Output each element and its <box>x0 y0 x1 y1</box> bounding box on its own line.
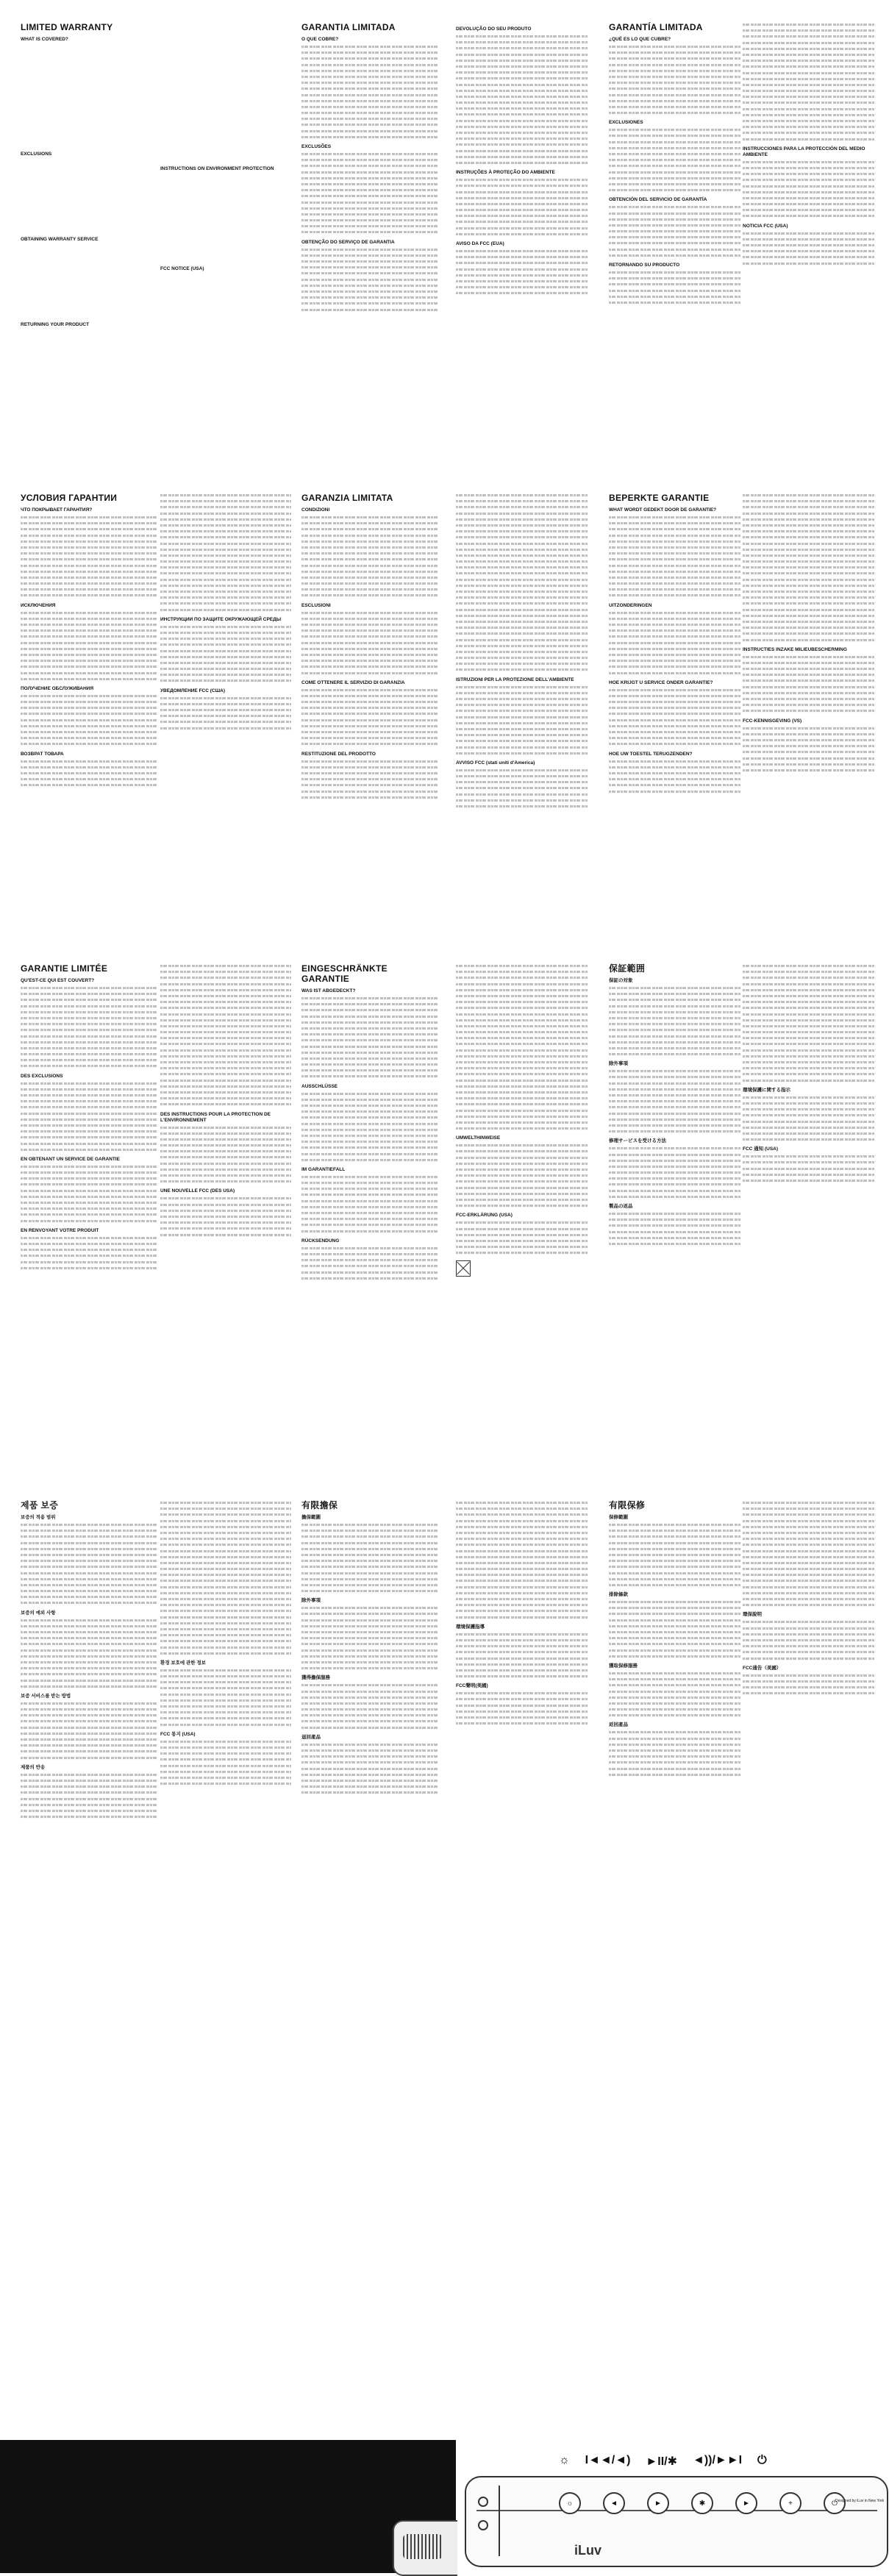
head-cn-2: 排除條款 <box>609 1592 628 1598</box>
col-fr-env <box>160 963 291 1238</box>
brand-logo: iLuv <box>574 2543 602 2558</box>
head-fr-5: DES INSTRUCTIONS POUR LA PROTECTION DE L'ENVIRONNEMENT <box>160 1111 271 1123</box>
warranty-band-ru-it-nl <box>0 471 889 927</box>
head-jp-3: 修理サービスを受ける方法 <box>609 1138 666 1144</box>
head-cn-3: 獲取保修服務 <box>609 1663 638 1669</box>
head-kr-1: 보증의 적용 범위 <box>21 1515 56 1520</box>
head-ru-3: ПОЛУЧЕНИЕ ОБСЛУЖИВАНИЯ <box>21 685 94 691</box>
design-badge: Designed by iLuv in New York <box>835 2499 885 2503</box>
col-tw-env <box>456 1500 588 1727</box>
head-fr-1: QU'EST-CE QUI EST COUVERT? <box>21 978 95 983</box>
col-ru-warranty <box>21 493 157 789</box>
light-button: ☼ <box>559 2492 581 2514</box>
prev-voldown-icon: I◄◄/◄) <box>585 2454 631 2466</box>
col-cn-warranty <box>609 1500 741 1778</box>
head-exclusions: EXCLUSIONS <box>21 151 52 157</box>
head-kr-3: 보증 서비스를 받는 방법 <box>21 1693 71 1699</box>
title-de: EINGESCHRÄNKTE GARANTIE <box>301 963 388 984</box>
head-jp-2: 除外事項 <box>609 1061 628 1067</box>
head-nl-3: HOE KRIJGT U SERVICE ONDER GARANTIE? <box>609 679 713 685</box>
head-it-3: COME OTTENERE IL SERVIZIO DI GARANZIA <box>301 679 405 685</box>
warranty-band-fr-de-jp <box>0 941 889 1463</box>
power-icon: ⏻ <box>757 2454 767 2466</box>
head-de-4: RÜCKSENDUNG <box>301 1238 340 1244</box>
head-pt-4: DEVOLUÇÃO DO SEU PRODUTO <box>456 26 532 32</box>
col-kr-env <box>160 1500 291 1787</box>
head-de-1: WAS IST ABGEDECKT? <box>301 988 356 993</box>
head-ru-5: ИНСТРУКЦИИ ПО ЗАЩИТЕ ОКРУЖАЮЩЕЙ СРЕДЫ <box>160 616 282 622</box>
vol-button: + <box>779 2492 801 2514</box>
head-kr-2: 보증의 예외 사항 <box>21 1610 56 1616</box>
head-what-covered: WHAT IS COVERED? <box>21 37 68 42</box>
head-es-1: ¿QUÉ ES LO QUE CUBRE? <box>609 37 671 42</box>
col-ru-env <box>160 493 291 732</box>
head-de-2: AUSSCHLÜSSE <box>301 1083 338 1089</box>
power-button: ⏻ <box>824 2492 846 2514</box>
head-nl-2: UITZONDERINGEN <box>609 602 652 608</box>
head-jp-1: 保証の対象 <box>609 978 633 983</box>
title-nl: BEPERKTE GARANTIE <box>609 493 710 503</box>
head-ru-1: ЧТО ПОКРЫВАЕТ ГАРАНТИЯ? <box>21 507 93 513</box>
title-limited-warranty: LIMITED WARRANTY <box>21 22 113 32</box>
head-tw-5: 環境保護指導 <box>456 1624 485 1630</box>
head-cn-4: 返回產品 <box>609 1722 628 1728</box>
col-it-warranty <box>301 493 438 801</box>
head-it-2: ESCLUSIONI <box>301 602 331 608</box>
head-de-5: UMWELTHINWEISE <box>456 1135 501 1141</box>
head-pt-5: INSTRUÇÕES À PROTEÇÃO DO AMBIENTE <box>456 170 555 176</box>
light-icon: ☼ <box>559 2454 570 2466</box>
head-pt-3: OBTENÇÃO DO SERVIÇO DE GARANTIA <box>301 239 395 245</box>
warranty-band-en-pt-es <box>0 0 889 449</box>
title-ru: УСЛОВИЯ ГАРАНТИИ <box>21 493 118 503</box>
speaker-ports <box>478 2497 488 2530</box>
head-ru-2: ИСКЛЮЧЕНИЯ <box>21 602 56 608</box>
play-button: ► <box>647 2492 669 2514</box>
bluetooth-button: ✱ <box>691 2492 713 2514</box>
head-it-4: RESTITUZIONE DEL PRODOTTO <box>301 751 376 757</box>
head-es-3: OBTENCIÓN DEL SERVICIO DE GARANTÍA <box>609 197 707 203</box>
title-fr: GARANTIE LIMITÉE <box>21 963 108 974</box>
title-garantia-limitada-pt: GARANTIA LIMITADA <box>301 22 396 32</box>
col-cn-env <box>743 1500 875 1696</box>
col-nl-warranty <box>609 493 741 795</box>
col-nl-env <box>743 493 875 774</box>
head-returning-product: RETURNING YOUR PRODUCT <box>21 322 90 327</box>
title-cn: 有限保修 <box>609 1500 646 1510</box>
col-pt-env <box>456 22 588 297</box>
col-tw-warranty <box>301 1500 438 1797</box>
col-en-warranty <box>21 22 157 329</box>
title-garantia-limitada-es: GARANTÍA LIMITADA <box>609 22 703 32</box>
head-ru-4: ВОЗВРАТ ТОВАРА <box>21 751 64 757</box>
head-cn-6: FCC通告（美國） <box>743 1665 782 1671</box>
head-it-5: ISTRUZIONI PER LA PROTEZIONE DELL'AMBIENTE <box>456 677 574 682</box>
col-en-env <box>160 22 291 274</box>
aux-port-icon <box>478 2497 488 2507</box>
col-jp-warranty <box>609 963 741 1247</box>
head-fr-6: UNE NOUVELLE FCC (DES USA) <box>160 1188 235 1194</box>
title-tw: 有限擔保 <box>301 1500 338 1510</box>
head-obtaining-service: OBTAINING WARRANTY SERVICE <box>21 237 99 242</box>
head-cn-5: 環保說明 <box>743 1612 762 1618</box>
head-nl-1: WHAT WORDT GEDEKT DOOR DE GARANTIE? <box>609 507 717 513</box>
head-pt-6: AVISO DA FCC (EUA) <box>456 241 504 246</box>
head-ru-6: УВЕДОМЛЕНИЕ FCC (США) <box>160 688 225 693</box>
warranty-band-kr-tw-cn <box>0 1478 889 2008</box>
head-jp-5: 環境保護に関する指示 <box>743 1087 790 1093</box>
head-pt-1: O QUE COBRE? <box>301 37 339 42</box>
head-tw-2: 除外事項 <box>301 1598 321 1604</box>
head-nl-5: INSTRUCTIES INZAKE MILIEUBESCHERMING <box>743 646 847 652</box>
head-es-6: NOTICIA FCC (USA) <box>743 223 788 229</box>
head-env-protection: INSTRUCTIONS ON ENVIRONMENT PROTECTION <box>160 166 274 171</box>
black-panel <box>0 2440 456 2573</box>
head-fr-4: EN RENVOYANT VOTRE PRODUIT <box>21 1227 99 1233</box>
head-fr-2: DES EXCLUSIONS <box>21 1073 63 1079</box>
col-kr-warranty <box>21 1500 157 1820</box>
head-es-5: INSTRUCCIONES PARA LA PROTECCIÓN DEL MEDIO AMBIENTE <box>743 146 865 157</box>
head-tw-3: 獲得擔保服務 <box>301 1675 330 1681</box>
head-kr-5: 환경 보호에 관한 정보 <box>160 1660 206 1666</box>
head-cn-1: 保修範圍 <box>609 1515 628 1520</box>
head-es-2: EXCLUSIONES <box>609 120 643 126</box>
col-es-env <box>743 22 875 267</box>
weee-bin-icon <box>456 1260 471 1277</box>
col-de-env <box>456 963 588 1280</box>
head-fcc-notice: FCC NOTICE (USA) <box>160 266 204 271</box>
speaker-buttons <box>559 2492 846 2514</box>
col-it-env <box>456 493 588 810</box>
volup-next-icon: ◄))/►►I <box>692 2454 743 2466</box>
col-es-warranty <box>609 22 741 306</box>
title-it: GARANZIA LIMITATA <box>301 493 393 503</box>
prev-button: ◄ <box>603 2492 625 2514</box>
title-jp: 保証範囲 <box>609 963 646 974</box>
speaker-grille <box>403 2534 443 2559</box>
head-tw-6: FCC聲明(美國) <box>456 1683 488 1689</box>
col-fr-warranty <box>21 963 157 1271</box>
head-tw-4: 退回產品 <box>301 1734 321 1740</box>
head-tw-1: 擔保範圍 <box>301 1515 321 1520</box>
usb-port-icon <box>478 2520 488 2530</box>
head-kr-6: FCC 통지 (USA) <box>160 1731 196 1737</box>
head-it-1: CONDIZIONI <box>301 507 330 513</box>
head-nl-4: HOE UW TOESTEL TERUGZENDEN? <box>609 751 693 757</box>
button-legend <box>559 2454 767 2469</box>
head-kr-4: 제품의 반송 <box>21 1764 46 1770</box>
col-pt-warranty <box>301 22 438 313</box>
head-de-6: FCC-ERKLÄRUNG (USA) <box>456 1213 513 1219</box>
head-jp-6: FCC 通知 (USA) <box>743 1146 779 1152</box>
title-kr: 제품 보증 <box>21 1500 59 1510</box>
head-fr-3: EN OBTENANT UN SERVICE DE GARANTIE <box>21 1156 120 1162</box>
col-jp-env <box>743 963 875 1184</box>
head-es-4: RETORNANDO SU PRODUCTO <box>609 263 680 268</box>
head-jp-4: 製品の返品 <box>609 1204 633 1209</box>
head-it-6: AVVISO FCC (stati uniti d'America) <box>456 760 535 766</box>
play-bluetooth-icon: ►II/✱ <box>646 2455 677 2468</box>
head-de-3: IM GARANTIEFALL <box>301 1166 346 1172</box>
next-button: ► <box>735 2492 757 2514</box>
head-nl-6: FCC-KENNISGEVING (VS) <box>743 718 802 724</box>
head-pt-2: EXCLUSÕES <box>301 144 332 149</box>
col-de-warranty <box>301 963 438 1282</box>
